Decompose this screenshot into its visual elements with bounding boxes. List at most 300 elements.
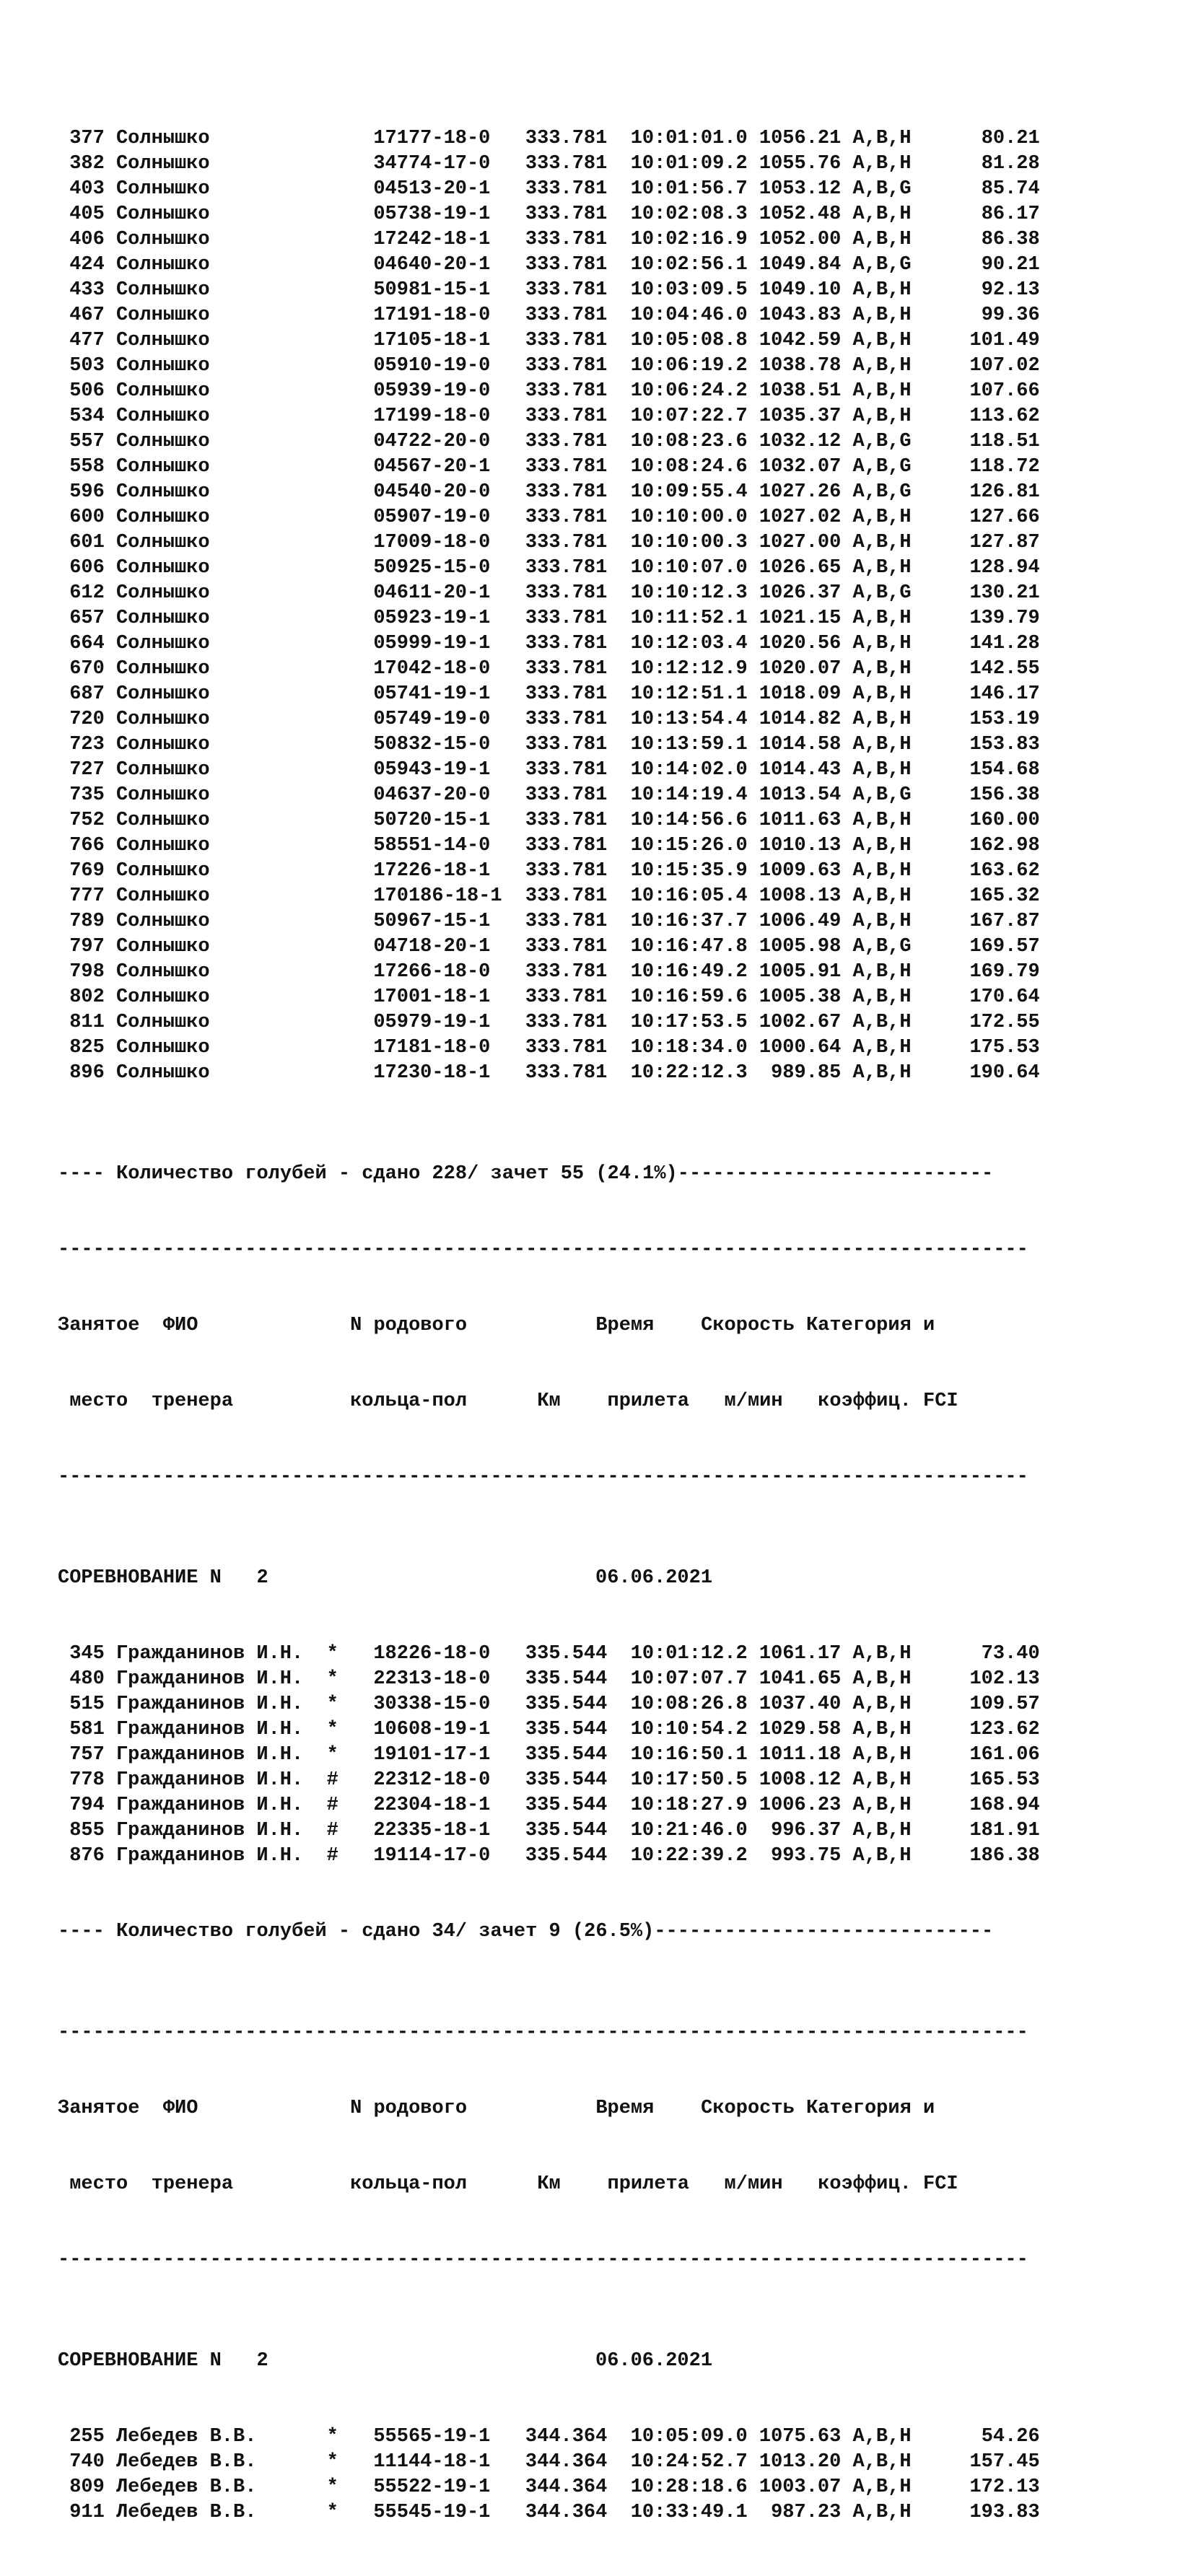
speed-cell: 1032.07 [759, 456, 842, 478]
ring-cell: 17266-18-0 [373, 961, 491, 983]
place-cell: 255 [69, 2426, 105, 2448]
category-cell: A,B,H [852, 406, 912, 427]
ring-cell: 55522-19-1 [373, 2476, 491, 2498]
km-cell: 333.781 [525, 406, 608, 427]
name-cell: Гражданинов И.Н. [115, 1719, 304, 1740]
name-cell: Солнышко [115, 810, 210, 831]
fci-cell: 175.53 [969, 1037, 1040, 1059]
table-row [58, 682, 1040, 707]
speed-cell: 1049.84 [759, 254, 842, 276]
ring-cell: 34774-17-0 [373, 153, 491, 175]
table-row [58, 631, 1040, 657]
section-date: 06.06.2021 [595, 1567, 713, 1589]
km-cell: 344.364 [525, 2502, 608, 2523]
table-row [58, 1642, 1040, 1667]
place-cell: 720 [69, 709, 105, 730]
fci-cell: 169.57 [969, 936, 1040, 958]
column-header-line-1: Занятое ФИО N родового Время Скорость Категория и [58, 1315, 935, 1336]
place-cell: 467 [69, 305, 105, 326]
km-cell: 335.544 [525, 1719, 608, 1740]
fci-cell: 107.66 [969, 380, 1040, 402]
name-cell: Солнышко [115, 911, 210, 932]
fci-cell: 86.38 [981, 229, 1040, 250]
km-cell: 333.781 [525, 1012, 608, 1033]
time-cell: 10:28:18.6 [630, 2476, 748, 2498]
place-cell: 506 [69, 380, 105, 402]
name-cell: Солнышко [115, 355, 210, 377]
mark-cell: # [326, 1769, 338, 1791]
time-cell: 10:21:46.0 [630, 1820, 748, 1841]
category-cell: A,B,H [852, 911, 912, 932]
ring-cell: 05943-19-1 [373, 759, 491, 781]
table-row [58, 253, 1040, 278]
table-row [58, 884, 1040, 909]
ring-cell: 50925-15-0 [373, 557, 491, 579]
ring-cell: 05939-19-0 [373, 380, 491, 402]
name-cell: Солнышко [115, 254, 210, 276]
table-row [58, 177, 1040, 202]
fci-cell: 142.55 [969, 658, 1040, 680]
table-row [58, 732, 1040, 758]
fci-cell: 85.74 [981, 178, 1040, 200]
km-cell: 333.781 [525, 431, 608, 452]
category-cell: A,B,G [852, 254, 912, 276]
km-cell: 333.781 [525, 709, 608, 730]
column-header-line-1: Занятое ФИО N родового Время Скорость Категория и [58, 2098, 935, 2119]
table-row [58, 354, 1040, 379]
ring-cell: 05749-19-0 [373, 709, 491, 730]
fci-cell: 168.94 [969, 1795, 1040, 1816]
km-cell: 333.781 [525, 759, 608, 781]
category-cell: A,B,H [852, 2451, 912, 2473]
time-cell: 10:15:26.0 [630, 835, 748, 857]
km-cell: 333.781 [525, 1037, 608, 1059]
category-cell: A,B,G [852, 784, 912, 806]
time-cell: 10:14:02.0 [630, 759, 748, 781]
fci-cell: 118.51 [969, 431, 1040, 452]
table-row [58, 1818, 1040, 1844]
table-row [58, 707, 1040, 732]
time-cell: 10:24:52.7 [630, 2451, 748, 2473]
table-row [58, 126, 1040, 152]
category-cell: A,B,H [852, 1744, 912, 1766]
name-cell: Солнышко [115, 557, 210, 579]
ring-cell: 58551-14-0 [373, 835, 491, 857]
km-cell: 333.781 [525, 532, 608, 553]
name-cell: Солнышко [115, 683, 210, 705]
ring-cell: 11144-18-1 [373, 2451, 491, 2473]
summary-line-2: ---- Количество голубей - сдано 34/ зачет 9 (26.5%)----------------------------- [58, 1921, 994, 1942]
km-cell: 333.781 [525, 128, 608, 149]
name-cell: Гражданинов И.Н. [115, 1643, 304, 1665]
speed-cell: 1027.00 [759, 532, 842, 553]
km-cell: 333.781 [525, 835, 608, 857]
ring-cell: 04540-20-0 [373, 481, 491, 503]
fci-cell: 161.06 [969, 1744, 1040, 1766]
ring-cell: 05741-19-1 [373, 683, 491, 705]
time-cell: 10:10:12.3 [630, 582, 748, 604]
km-cell: 333.781 [525, 279, 608, 301]
ring-cell: 17230-18-1 [373, 1062, 491, 1084]
category-cell: A,B,H [852, 330, 912, 351]
category-cell: A,B,H [852, 1037, 912, 1059]
place-cell: 778 [69, 1769, 105, 1791]
name-cell: Гражданинов И.Н. [115, 1769, 304, 1791]
km-cell: 335.544 [525, 1845, 608, 1867]
time-cell: 10:01:01.0 [630, 128, 748, 149]
table-row [58, 303, 1040, 328]
category-cell: A,B,G [852, 936, 912, 958]
mark-cell: # [326, 1820, 338, 1841]
time-cell: 10:10:00.3 [630, 532, 748, 553]
place-cell: 797 [69, 936, 105, 958]
km-cell: 335.544 [525, 1795, 608, 1816]
place-cell: 664 [69, 633, 105, 654]
table-row [58, 1010, 1040, 1035]
name-cell: Солнышко [115, 380, 210, 402]
fci-cell: 81.28 [981, 153, 1040, 175]
time-cell: 10:18:34.0 [630, 1037, 748, 1059]
category-cell: A,B,H [852, 759, 912, 781]
mark-cell: * [326, 1668, 338, 1690]
name-cell: Гражданинов И.Н. [115, 1795, 304, 1816]
table-row [58, 1768, 1040, 1793]
time-cell: 10:03:09.5 [630, 279, 748, 301]
place-cell: 405 [69, 203, 105, 225]
table-row [58, 833, 1040, 859]
table-row [58, 328, 1040, 354]
table-row [58, 530, 1040, 556]
name-cell: Солнышко [115, 633, 210, 654]
km-cell: 333.781 [525, 936, 608, 958]
time-cell: 10:04:46.0 [630, 305, 748, 326]
separator-line: ----------------------------------------------------------------------------------- [58, 1466, 1028, 1488]
fci-cell: 128.94 [969, 557, 1040, 579]
name-cell: Солнышко [115, 406, 210, 427]
table-row [58, 808, 1040, 833]
km-cell: 344.364 [525, 2426, 608, 2448]
name-cell: Солнышко [115, 734, 210, 755]
category-cell: A,B,H [852, 355, 912, 377]
mark-cell: * [326, 2426, 338, 2448]
fci-cell: 165.32 [969, 885, 1040, 907]
fci-cell: 139.79 [969, 608, 1040, 629]
ring-cell: 05923-19-1 [373, 608, 491, 629]
km-cell: 333.781 [525, 608, 608, 629]
category-cell: A,B,H [852, 633, 912, 654]
mark-cell: # [326, 1795, 338, 1816]
name-cell: Солнышко [115, 784, 210, 806]
speed-cell: 1042.59 [759, 330, 842, 351]
fci-cell: 92.13 [981, 279, 1040, 301]
speed-cell: 1041.65 [759, 1668, 842, 1690]
name-cell: Лебедев В.В. [115, 2502, 257, 2523]
name-cell: Солнышко [115, 835, 210, 857]
place-cell: 723 [69, 734, 105, 755]
category-cell: A,B,G [852, 178, 912, 200]
place-cell: 740 [69, 2451, 105, 2473]
ring-cell: 18226-18-0 [373, 1643, 491, 1665]
place-cell: 794 [69, 1795, 105, 1816]
fci-cell: 127.87 [969, 532, 1040, 553]
speed-cell: 1035.37 [759, 406, 842, 427]
time-cell: 10:05:08.8 [630, 330, 748, 351]
ring-cell: 10608-19-1 [373, 1719, 491, 1740]
category-cell: A,B,H [852, 557, 912, 579]
ring-cell: 04640-20-1 [373, 254, 491, 276]
ring-cell: 55565-19-1 [373, 2426, 491, 2448]
fci-cell: 160.00 [969, 810, 1040, 831]
speed-cell: 1075.63 [759, 2426, 842, 2448]
time-cell: 10:10:07.0 [630, 557, 748, 579]
ring-cell: 22335-18-1 [373, 1820, 491, 1841]
time-cell: 10:16:37.7 [630, 911, 748, 932]
place-cell: 606 [69, 557, 105, 579]
km-cell: 333.781 [525, 507, 608, 528]
category-cell: A,B,H [852, 229, 912, 250]
ring-cell: 04567-20-1 [373, 456, 491, 478]
ring-cell: 17181-18-0 [373, 1037, 491, 1059]
fci-cell: 80.21 [981, 128, 1040, 149]
fci-cell: 86.17 [981, 203, 1040, 225]
mark-cell: * [326, 1744, 338, 1766]
name-cell: Солнышко [115, 986, 210, 1008]
place-cell: 855 [69, 1820, 105, 1841]
time-cell: 10:05:09.0 [630, 2426, 748, 2448]
section-rows [58, 2424, 1040, 2525]
category-cell: A,B,H [852, 1820, 912, 1841]
table-row [58, 404, 1040, 429]
name-cell: Солнышко [115, 128, 210, 149]
time-cell: 10:02:08.3 [630, 203, 748, 225]
category-cell: A,B,G [852, 456, 912, 478]
place-cell: 382 [69, 153, 105, 175]
category-cell: A,B,H [852, 608, 912, 629]
km-cell: 335.544 [525, 1694, 608, 1715]
table-row [58, 2424, 1040, 2450]
fci-cell: 167.87 [969, 911, 1040, 932]
speed-cell: 1055.76 [759, 153, 842, 175]
place-cell: 789 [69, 911, 105, 932]
table-row [58, 202, 1040, 227]
place-cell: 557 [69, 431, 105, 452]
mark-cell: * [326, 2502, 338, 2523]
name-cell: Солнышко [115, 279, 210, 301]
fci-cell: 90.21 [981, 254, 1040, 276]
table-row [58, 1743, 1040, 1768]
fci-cell: 153.83 [969, 734, 1040, 755]
table-row [58, 556, 1040, 581]
speed-cell: 1011.18 [759, 1744, 842, 1766]
place-cell: 876 [69, 1845, 105, 1867]
fci-cell: 193.83 [969, 2502, 1040, 2523]
time-cell: 10:06:19.2 [630, 355, 748, 377]
place-cell: 777 [69, 885, 105, 907]
category-cell: A,B,H [852, 961, 912, 983]
place-cell: 600 [69, 507, 105, 528]
section-rows [58, 1642, 1040, 1869]
name-cell: Лебедев В.В. [115, 2426, 257, 2448]
ring-cell: 17226-18-1 [373, 860, 491, 882]
speed-cell: 1006.49 [759, 911, 842, 932]
section-title: СОРЕВНОВАНИЕ N 2 [58, 2350, 268, 2372]
name-cell: Гражданинов И.Н. [115, 1694, 304, 1715]
fci-cell: 127.66 [969, 507, 1040, 528]
fci-cell: 157.45 [969, 2451, 1040, 2473]
km-cell: 335.544 [525, 1769, 608, 1791]
fci-cell: 186.38 [969, 1845, 1040, 1867]
separator-line: ----------------------------------------------------------------------------------- [58, 1239, 1028, 1261]
category-cell: A,B,H [852, 709, 912, 730]
category-cell: A,B,H [852, 153, 912, 175]
name-cell: Солнышко [115, 885, 210, 907]
time-cell: 10:15:35.9 [630, 860, 748, 882]
table-row [58, 480, 1040, 505]
ring-cell: 17242-18-1 [373, 229, 491, 250]
speed-cell: 1005.38 [759, 986, 842, 1008]
time-cell: 10:01:56.7 [630, 178, 748, 200]
fci-cell: 54.26 [981, 2426, 1040, 2448]
fci-cell: 170.64 [969, 986, 1040, 1008]
km-cell: 333.781 [525, 355, 608, 377]
place-cell: 534 [69, 406, 105, 427]
km-cell: 333.781 [525, 229, 608, 250]
fci-cell: 146.17 [969, 683, 1040, 705]
ring-cell: 19101-17-1 [373, 1744, 491, 1766]
km-cell: 333.781 [525, 885, 608, 907]
speed-cell: 1056.21 [759, 128, 842, 149]
category-cell: A,B,H [852, 860, 912, 882]
km-cell: 333.781 [525, 961, 608, 983]
column-header-line-2: место тренера кольца-пол Км прилета м/мин коэффиц. FCI [58, 2173, 958, 2195]
category-cell: A,B,H [852, 986, 912, 1008]
km-cell: 333.781 [525, 911, 608, 932]
category-cell: A,B,H [852, 683, 912, 705]
time-cell: 10:07:07.7 [630, 1668, 748, 1690]
section-header [58, 1566, 1040, 1591]
table-row [58, 1035, 1040, 1061]
speed-cell: 1027.02 [759, 507, 842, 528]
ring-cell: 55545-19-1 [373, 2502, 491, 2523]
place-cell: 601 [69, 532, 105, 553]
category-cell: A,B,G [852, 431, 912, 452]
ring-cell: 05910-19-0 [373, 355, 491, 377]
category-cell: A,B,H [852, 810, 912, 831]
table-row [58, 985, 1040, 1010]
km-cell: 335.544 [525, 1744, 608, 1766]
fci-cell: 102.13 [969, 1668, 1040, 1690]
fci-cell: 113.62 [969, 406, 1040, 427]
fci-cell: 101.49 [969, 330, 1040, 351]
speed-cell: 1009.63 [759, 860, 842, 882]
speed-cell: 1000.64 [759, 1037, 842, 1059]
table-row [58, 227, 1040, 253]
table-row [58, 606, 1040, 631]
speed-cell: 1053.12 [759, 178, 842, 200]
speed-cell: 1029.58 [759, 1719, 842, 1740]
place-cell: 596 [69, 481, 105, 503]
time-cell: 10:22:12.3 [630, 1062, 748, 1084]
name-cell: Гражданинов И.Н. [115, 1845, 304, 1867]
name-cell: Солнышко [115, 532, 210, 553]
place-cell: 433 [69, 279, 105, 301]
time-cell: 10:10:54.2 [630, 1719, 748, 1740]
km-cell: 344.364 [525, 2476, 608, 2498]
table-row [58, 934, 1040, 960]
place-cell: 757 [69, 1744, 105, 1766]
km-cell: 333.781 [525, 986, 608, 1008]
category-cell: A,B,G [852, 481, 912, 503]
name-cell: Гражданинов И.Н. [115, 1820, 304, 1841]
place-cell: 477 [69, 330, 105, 351]
mark-cell: * [326, 2476, 338, 2498]
mark-cell: * [326, 1694, 338, 1715]
category-cell: A,B,H [852, 835, 912, 857]
place-cell: 727 [69, 759, 105, 781]
category-cell: A,B,H [852, 532, 912, 553]
ring-cell: 17009-18-0 [373, 532, 491, 553]
table-row [58, 278, 1040, 303]
place-cell: 558 [69, 456, 105, 478]
fci-cell: 190.64 [969, 1062, 1040, 1084]
place-cell: 377 [69, 128, 105, 149]
speed-cell: 1020.56 [759, 633, 842, 654]
time-cell: 10:12:51.1 [630, 683, 748, 705]
category-cell: A,B,H [852, 203, 912, 225]
speed-cell: 1027.26 [759, 481, 842, 503]
fci-cell: 130.21 [969, 582, 1040, 604]
km-cell: 333.781 [525, 178, 608, 200]
name-cell: Солнышко [115, 481, 210, 503]
ring-cell: 22312-18-0 [373, 1769, 491, 1791]
table-row [58, 2475, 1040, 2500]
speed-cell: 1043.83 [759, 305, 842, 326]
place-cell: 480 [69, 1668, 105, 1690]
category-cell: A,B,H [852, 305, 912, 326]
place-cell: 687 [69, 683, 105, 705]
column-header-line-2: место тренера кольца-пол Км прилета м/мин коэффиц. FCI [58, 1390, 958, 1412]
name-cell: Лебедев В.В. [115, 2476, 257, 2498]
ring-cell: 17001-18-1 [373, 986, 491, 1008]
place-cell: 769 [69, 860, 105, 882]
time-cell: 10:14:19.4 [630, 784, 748, 806]
km-cell: 335.544 [525, 1820, 608, 1841]
time-cell: 10:16:47.8 [630, 936, 748, 958]
place-cell: 802 [69, 986, 105, 1008]
fci-cell: 107.02 [969, 355, 1040, 377]
speed-cell: 1005.98 [759, 936, 842, 958]
km-cell: 344.364 [525, 2451, 608, 2473]
speed-cell: 989.85 [771, 1062, 842, 1084]
km-cell: 333.781 [525, 254, 608, 276]
category-cell: A,B,H [852, 1845, 912, 1867]
table-row [58, 152, 1040, 177]
fci-cell: 73.40 [981, 1643, 1040, 1665]
fci-cell: 109.57 [969, 1694, 1040, 1715]
name-cell: Солнышко [115, 178, 210, 200]
ring-cell: 04611-20-1 [373, 582, 491, 604]
category-cell: A,B,H [852, 1012, 912, 1033]
table-row [58, 379, 1040, 404]
place-cell: 811 [69, 1012, 105, 1033]
table-row [58, 2500, 1040, 2525]
name-cell: Солнышко [115, 608, 210, 629]
time-cell: 10:07:22.7 [630, 406, 748, 427]
table-row [58, 1844, 1040, 1869]
place-cell: 670 [69, 658, 105, 680]
category-cell: A,B,H [852, 1062, 912, 1084]
speed-cell: 1005.91 [759, 961, 842, 983]
